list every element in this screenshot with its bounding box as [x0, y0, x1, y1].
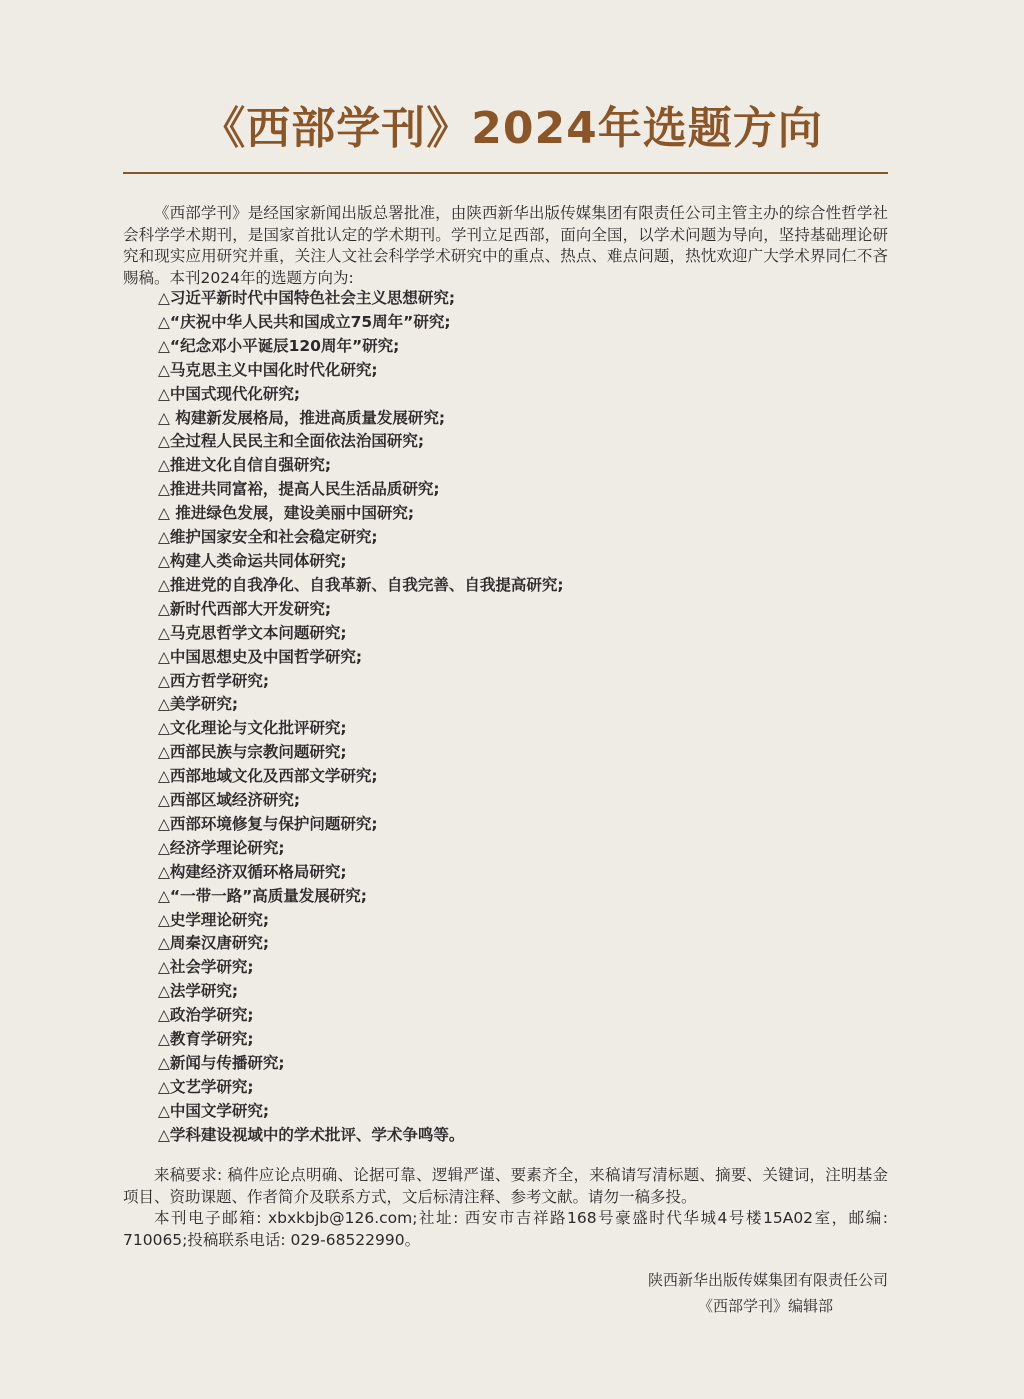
topic-item: △经济学理论研究;: [158, 838, 285, 857]
topic-item: △ 构建新发展格局，推进高质量发展研究;: [158, 408, 446, 427]
topic-item: △史学理论研究;: [158, 910, 270, 929]
topic-item: △中国式现代化研究;: [158, 384, 301, 403]
topic-item: △构建经济双循环格局研究;: [158, 862, 347, 881]
topic-item: △中国文学研究;: [158, 1101, 270, 1120]
page-title: 《西部学刊》2024年选题方向: [201, 103, 823, 154]
submission-requirements: 来稿要求: 稿件应论点明确、论据可靠、逻辑严谨、要素齐全，来稿请写清标题、摘要、关键词，注明基金项目、资助课题、作者简介及联系方式，文后标清注释、参考文献。请勿一稿多投。: [123, 1166, 888, 1206]
topic-item: △马克思主义中国化时代化研究;: [158, 360, 378, 379]
topic-item: △教育学研究;: [158, 1030, 254, 1049]
topic-item: △推进党的自我净化、自我革新、自我完善、自我提高研究;: [158, 575, 564, 594]
topic-item: △学科建设视域中的学术批评、学术争鸣等。: [158, 1125, 465, 1144]
topic-item: △“庆祝中华人民共和国成立75周年”研究;: [158, 312, 451, 331]
topic-item: △习近平新时代中国特色社会主义思想研究;: [158, 289, 456, 307]
topic-item: △文化理论与文化批评研究;: [158, 719, 347, 738]
submission-info: [123, 1165, 888, 1251]
contact-info: 本刊电子邮箱: xbxkbjb@126.com;社址: 西安市吉祥路168号豪盛时代华城4号楼15A02室，邮编: 710065;投稿联系电话: 029-68522990。: [123, 1209, 888, 1249]
topic-item: △周秦汉唐研究;: [158, 934, 270, 953]
signature-org: 陕西新华出版传媒集团有限责任公司: [647, 1271, 888, 1289]
topic-item: △“纪念邓小平诞辰120周年”研究;: [158, 336, 400, 355]
topic-item: △构建人类命运共同体研究;: [158, 551, 347, 570]
topic-item: △新闻与传播研究;: [158, 1054, 285, 1072]
topic-item: △西部地域文化及西部文学研究;: [158, 767, 378, 786]
topic-item: △全过程人民民主和全面依法治国研究;: [158, 432, 425, 451]
topic-item: △推进文化自信自强研究;: [158, 456, 332, 475]
signature: [648, 1267, 888, 1319]
topic-item: △马克思哲学文本问题研究;: [158, 623, 347, 642]
topic-list: [158, 287, 564, 1148]
topic-item: △法学研究;: [158, 982, 239, 1001]
topic-item: △政治学研究;: [158, 1006, 254, 1025]
topic-item: △ 推进绿色发展，建设美丽中国研究;: [158, 504, 415, 523]
topic-item: △西方哲学研究;: [158, 671, 270, 690]
topic-item: △西部环境修复与保护问题研究;: [158, 814, 378, 833]
title-divider: [123, 172, 888, 174]
topic-item: △推进共同富裕，提高人民生活品质研究;: [158, 480, 440, 499]
topic-item: △西部民族与宗教问题研究;: [158, 743, 347, 762]
topic-item: △维护国家安全和社会稳定研究;: [158, 528, 378, 547]
topic-item: △中国思想史及中国哲学研究;: [158, 647, 363, 666]
intro-paragraph: 《西部学刊》是经国家新闻出版总署批准，由陕西新华出版传媒集团有限责任公司主管主办的综合性哲学社会科学学术期刊，是国家首批认定的学术期刊。学刊立足西部，面向全国，以学术问题为导向，坚持基础理论研究和现实应用研究并重，关注人文社会科学学术研究中的重点、热点、难点问题，热忱欢迎广大学术界同仁不吝赐稿。本刊2024年的选题方向为:: [123, 204, 888, 287]
topic-item: △“一带一路”高质量发展研究;: [158, 886, 367, 905]
topic-item: △美学研究;: [158, 695, 239, 714]
topic-item: △西部区域经济研究;: [158, 791, 301, 810]
signature-dept: 《西部学刊》编辑部: [697, 1297, 833, 1315]
topic-item: △新时代西部大开发研究;: [158, 599, 332, 618]
topic-item: △文艺学研究;: [158, 1077, 254, 1096]
topic-item: △社会学研究;: [158, 958, 254, 977]
